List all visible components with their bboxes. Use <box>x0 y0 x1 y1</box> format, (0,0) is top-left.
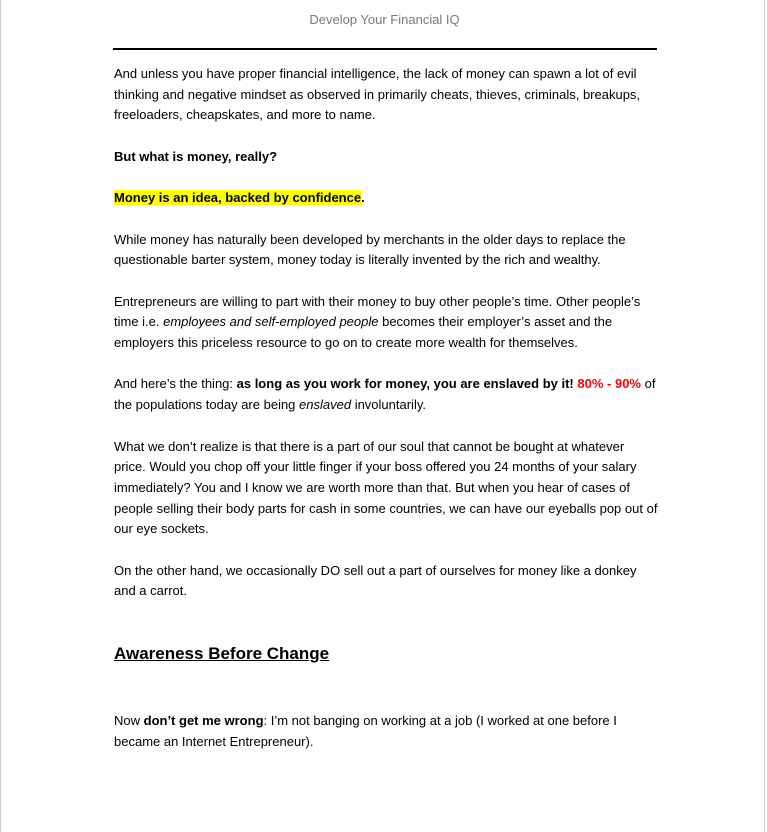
paragraph-donkey-carrot: On the other hand, we occasionally DO sell out a part of ourselves for money like a donkey and a carrot. <box>114 562 637 599</box>
red-percentage: 80% - 90% <box>577 376 641 392</box>
bold-text: as long as you work for money, you are enslaved by it! <box>236 376 574 392</box>
text-run: Entrepreneurs are willing to part with their money to buy other people’s time. Other people’s time i.e. <box>114 293 641 330</box>
text-run: involuntarily. <box>351 397 426 413</box>
paragraph-money-idea <box>114 188 659 209</box>
highlighted-key-statement: Money is an idea, backed by confidence <box>114 190 362 206</box>
paragraph-entrepreneurs <box>114 292 659 354</box>
text-run: of the populations today are being <box>114 376 656 413</box>
paragraph-merchants: While money has naturally been developed by merchants in the older days to replace the questionable barter system, money today is literally invented by the rich and wealthy. <box>114 231 626 268</box>
period: . <box>361 190 365 206</box>
paragraph-dont-get-me-wrong <box>114 711 659 752</box>
paragraph-evil-thinking: And unless you have proper financial intelligence, the lack of money can spawn a lot of evil thinking and negative mindset as observed in primarily cheats, thieves, criminals, breakups, freeloaders, cheapskates, and more to name. <box>114 66 641 123</box>
header-rule <box>113 48 657 50</box>
italic-text: enslaved <box>299 397 352 413</box>
text-run: : I’m not banging on working at a job (I worked at one before I became an Internet Entrepreneur). <box>114 713 617 749</box>
bold-text: don’t get me wrong <box>143 713 264 729</box>
document-body <box>114 64 659 753</box>
text-run: becomes their employer’s asset and the employers this priceless resource to go on to create more wealth for themselves. <box>114 314 613 351</box>
italic-text: employees and self-employed people <box>163 314 379 330</box>
text-run: And here’s the thing: <box>114 376 237 392</box>
paragraph-soul: What we don’t realize is that there is a part of our soul that cannot be bought at whatever price. Would you chop off your little finger if your boss offered you 24 months of your salary immediately? You and I know we are worth more than that. But when you hear of cases of people selling their body parts for cash in some countries, we can have our eyeballs pop out of our eye sockets. <box>114 438 658 537</box>
text-run: Now <box>114 713 144 729</box>
paragraph-what-is-money: But what is money, really? <box>114 148 278 164</box>
running-header: Develop Your Financial IQ <box>309 12 460 27</box>
paragraph-enslaved <box>114 374 659 415</box>
section-heading: Awareness Before Change <box>114 644 330 664</box>
